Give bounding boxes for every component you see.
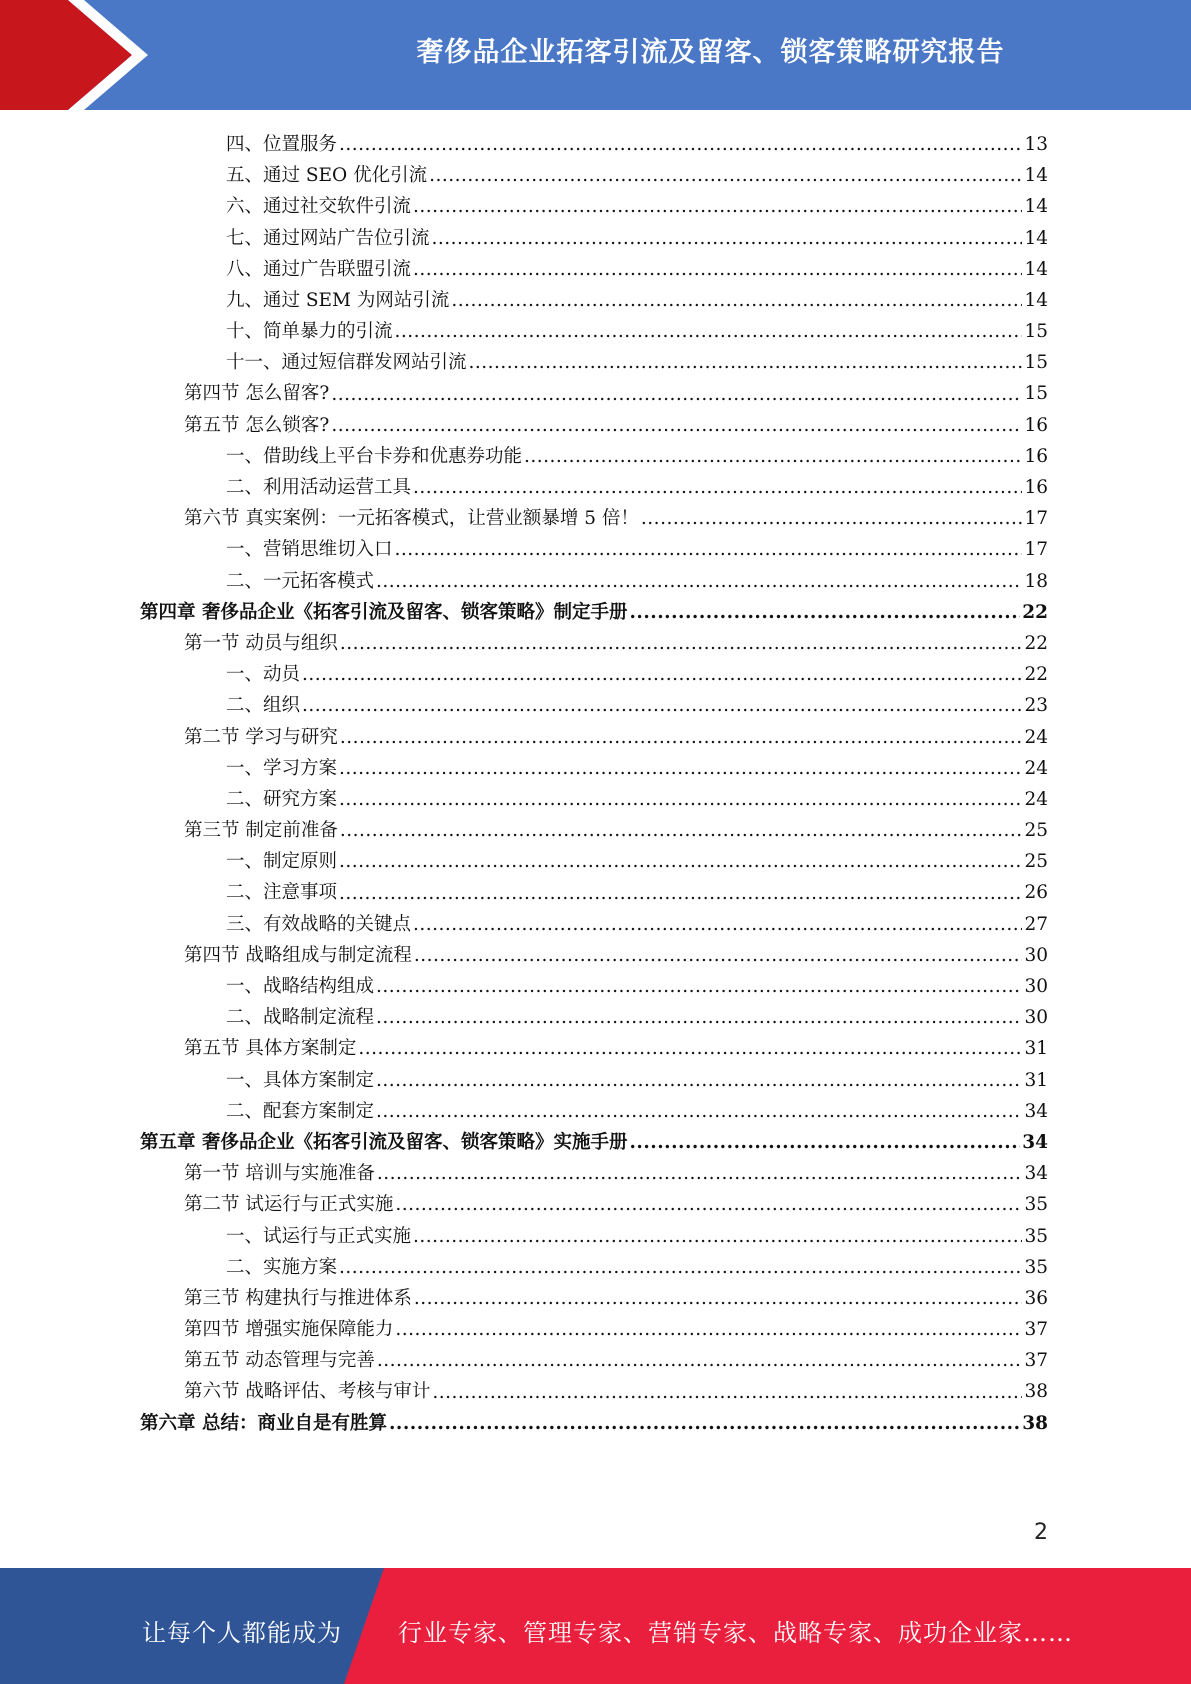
toc-entry-page: 34	[1024, 1163, 1048, 1185]
toc-entry-page: 35	[1024, 1225, 1048, 1247]
toc-entry-page: 24	[1024, 726, 1048, 748]
toc-entry[interactable]	[140, 223, 1048, 254]
toc-entry-page: 25	[1024, 851, 1048, 873]
toc-entry[interactable]	[140, 254, 1048, 285]
toc-entry[interactable]	[140, 753, 1048, 784]
toc-entry-title: 第四节 战略组成与制定流程	[184, 944, 412, 966]
toc-entry-page: 38	[1024, 1381, 1048, 1403]
toc-entry[interactable]	[140, 160, 1048, 191]
toc-entry-page: 30	[1024, 976, 1048, 998]
toc-entry-page: 35	[1024, 1256, 1048, 1278]
toc-entry-title: 二、配套方案制定	[226, 1100, 375, 1122]
toc-entry[interactable]	[140, 316, 1048, 347]
toc-entry[interactable]	[140, 1065, 1048, 1096]
toc-entry-title: 二、一元拓客模式	[226, 570, 375, 592]
toc-entry-title: 一、动员	[226, 664, 301, 686]
toc-dot-leader	[469, 347, 1023, 378]
toc-entry-title: 第六节 真实案例：一元拓客模式，让营业额暴增 5 倍！	[184, 508, 639, 530]
toc-entry[interactable]	[140, 628, 1048, 659]
toc-entry-title: 第五节 怎么锁客?	[184, 414, 330, 436]
toc-dot-leader	[339, 846, 1022, 877]
toc-entry-title: 二、实施方案	[226, 1256, 338, 1278]
toc-dot-leader	[395, 316, 1023, 347]
toc-entry-page: 14	[1024, 289, 1048, 311]
toc-entry[interactable]	[140, 784, 1048, 815]
toc-entry-title: 七、通过网站广告位引流	[226, 227, 430, 249]
toc-entry-page: 22	[1024, 632, 1048, 654]
toc-entry[interactable]	[140, 659, 1048, 690]
toc-entry[interactable]	[140, 909, 1048, 940]
toc-dot-leader	[389, 1408, 1020, 1439]
toc-entry-title: 第一节 动员与组织	[184, 632, 338, 654]
toc-dot-leader	[629, 597, 1020, 628]
toc-dot-leader	[377, 1345, 1023, 1376]
toc-entry-title: 一、学习方案	[226, 757, 338, 779]
toc-entry-page: 37	[1024, 1319, 1048, 1341]
toc-dot-leader	[432, 1377, 1022, 1408]
toc-entry[interactable]	[140, 1127, 1048, 1158]
toc-entry-title: 五、通过 SEO 优化引流	[226, 165, 428, 187]
toc-dot-leader	[413, 191, 1022, 222]
toc-entry[interactable]	[140, 940, 1048, 971]
header-flag-decoration	[0, 0, 160, 110]
toc-entry-page: 34	[1022, 1131, 1048, 1153]
toc-entry-page: 15	[1024, 352, 1048, 374]
toc-entry-page: 16	[1024, 414, 1048, 436]
toc-dot-leader	[413, 254, 1022, 285]
toc-entry[interactable]	[140, 191, 1048, 222]
toc-entry-title: 第四节 怎么留客?	[184, 383, 330, 405]
toc-entry-page: 14	[1024, 196, 1048, 218]
toc-entry[interactable]	[140, 1189, 1048, 1220]
toc-entry-page: 38	[1022, 1412, 1048, 1434]
toc-entry-title: 第五节 具体方案制定	[184, 1038, 357, 1060]
toc-dot-leader	[377, 1158, 1023, 1189]
toc-entry-title: 一、试运行与正式实施	[226, 1225, 412, 1247]
toc-dot-leader	[302, 659, 1022, 690]
toc-entry-page: 14	[1024, 258, 1048, 280]
toc-entry[interactable]	[140, 347, 1048, 378]
toc-entry[interactable]	[140, 1283, 1048, 1314]
toc-entry[interactable]	[140, 1314, 1048, 1345]
toc-entry-page: 22	[1022, 601, 1048, 623]
table-of-contents	[140, 129, 1048, 1439]
toc-entry-title: 第一节 培训与实施准备	[184, 1163, 375, 1185]
toc-entry-page: 23	[1024, 695, 1048, 717]
toc-entry-title: 九、通过 SEM 为网站引流	[226, 289, 450, 311]
toc-entry[interactable]	[140, 1033, 1048, 1064]
toc-dot-leader	[414, 940, 1023, 971]
toc-dot-leader	[376, 1096, 1022, 1127]
toc-entry-title: 六、通过社交软件引流	[226, 196, 412, 218]
toc-dot-leader	[376, 1065, 1022, 1096]
toc-entry[interactable]	[140, 503, 1048, 534]
toc-entry[interactable]	[140, 846, 1048, 877]
toc-dot-leader	[524, 441, 1022, 472]
toc-entry[interactable]	[140, 566, 1048, 597]
toc-entry-title: 一、制定原则	[226, 851, 338, 873]
toc-entry-title: 二、研究方案	[226, 788, 338, 810]
toc-entry-page: 26	[1024, 882, 1048, 904]
toc-entry-title: 三、有效战略的关键点	[226, 913, 412, 935]
toc-entry-title: 一、借助线上平台卡券和优惠券功能	[226, 445, 523, 467]
toc-dot-leader	[331, 410, 1022, 441]
toc-entry-page: 15	[1024, 383, 1048, 405]
toc-entry-title: 二、组织	[226, 695, 301, 717]
toc-dot-leader	[629, 1127, 1020, 1158]
toc-entry-title: 八、通过广告联盟引流	[226, 258, 412, 280]
toc-dot-leader	[339, 1252, 1022, 1283]
toc-dot-leader	[414, 1283, 1023, 1314]
toc-entry-title: 第二节 学习与研究	[184, 726, 338, 748]
toc-entry[interactable]	[140, 971, 1048, 1002]
toc-entry[interactable]	[140, 690, 1048, 721]
toc-entry[interactable]	[140, 1377, 1048, 1408]
toc-dot-leader	[302, 690, 1022, 721]
toc-dot-leader	[331, 379, 1022, 410]
footer-slogan-left: 让每个人都能成为	[142, 1619, 342, 1647]
page-number: 2	[1034, 1520, 1048, 1545]
page-header	[0, 0, 1191, 110]
toc-dot-leader	[395, 1314, 1022, 1345]
toc-entry[interactable]	[140, 1345, 1048, 1376]
toc-entry-title: 第二节 试运行与正式实施	[184, 1194, 394, 1216]
report-title: 奢侈品企业拓客引流及留客、锁客策略研究报告	[416, 37, 1005, 68]
toc-entry-page: 14	[1024, 165, 1048, 187]
toc-entry-page: 31	[1024, 1038, 1048, 1060]
toc-entry-page: 30	[1024, 1007, 1048, 1029]
toc-dot-leader	[358, 1033, 1022, 1064]
toc-dot-leader	[413, 1221, 1022, 1252]
toc-entry-title: 第六章 总结：商业自是有胜算	[140, 1412, 387, 1434]
toc-entry[interactable]	[140, 1002, 1048, 1033]
toc-dot-leader	[376, 1002, 1022, 1033]
toc-entry-page: 17	[1024, 539, 1048, 561]
toc-dot-leader	[641, 503, 1023, 534]
toc-dot-leader	[432, 223, 1023, 254]
toc-entry-title: 二、利用活动运营工具	[226, 477, 412, 499]
toc-dot-leader	[339, 878, 1022, 909]
toc-entry-page: 13	[1024, 133, 1048, 155]
toc-entry-page: 37	[1024, 1350, 1048, 1372]
toc-dot-leader	[429, 160, 1022, 191]
toc-dot-leader	[395, 534, 1023, 565]
toc-entry[interactable]	[140, 1221, 1048, 1252]
toc-entry[interactable]	[140, 1096, 1048, 1127]
toc-entry-page: 18	[1024, 570, 1048, 592]
toc-entry-title: 十一、通过短信群发网站引流	[226, 352, 467, 374]
toc-entry[interactable]	[140, 1408, 1048, 1439]
toc-dot-leader	[413, 909, 1022, 940]
toc-entry-title: 二、注意事项	[226, 882, 338, 904]
toc-dot-leader	[339, 129, 1022, 160]
toc-dot-leader	[339, 784, 1022, 815]
toc-dot-leader	[376, 566, 1022, 597]
toc-entry-title: 二、战略制定流程	[226, 1007, 375, 1029]
toc-entry[interactable]	[140, 410, 1048, 441]
toc-entry-page: 24	[1024, 757, 1048, 779]
toc-entry[interactable]	[140, 1252, 1048, 1283]
toc-dot-leader	[340, 628, 1023, 659]
toc-entry[interactable]	[140, 1158, 1048, 1189]
toc-entry-page: 27	[1024, 913, 1048, 935]
toc-entry-page: 35	[1024, 1194, 1048, 1216]
toc-entry-page: 15	[1024, 321, 1048, 343]
toc-entry-title: 第三节 构建执行与推进体系	[184, 1287, 412, 1309]
toc-entry[interactable]	[140, 379, 1048, 410]
toc-entry[interactable]	[140, 878, 1048, 909]
toc-entry-title: 第六节 战略评估、考核与审计	[184, 1381, 431, 1403]
toc-entry-page: 16	[1024, 445, 1048, 467]
toc-entry[interactable]	[140, 441, 1048, 472]
toc-dot-leader	[395, 1189, 1022, 1220]
toc-entry[interactable]	[140, 815, 1048, 846]
footer-slogan-right: 行业专家、管理专家、营销专家、战略专家、成功企业家……	[398, 1619, 1073, 1647]
toc-entry[interactable]	[140, 534, 1048, 565]
toc-dot-leader	[340, 815, 1023, 846]
toc-entry-title: 第四章 奢侈品企业《拓客引流及留客、锁客策略》制定手册	[140, 601, 628, 623]
toc-dot-leader	[376, 971, 1022, 1002]
toc-entry-page: 30	[1024, 944, 1048, 966]
toc-entry-page: 34	[1024, 1100, 1048, 1122]
toc-entry-title: 第五章 奢侈品企业《拓客引流及留客、锁客策略》实施手册	[140, 1131, 628, 1153]
toc-entry-page: 31	[1024, 1069, 1048, 1091]
toc-entry-title: 一、具体方案制定	[226, 1069, 375, 1091]
toc-entry-title: 四、位置服务	[226, 133, 338, 155]
toc-entry[interactable]	[140, 472, 1048, 503]
toc-dot-leader	[339, 753, 1022, 784]
toc-entry-title: 一、营销思维切入口	[226, 539, 393, 561]
toc-entry-title: 十、简单暴力的引流	[226, 321, 393, 343]
toc-entry[interactable]	[140, 597, 1048, 628]
toc-entry-title: 第五节 动态管理与完善	[184, 1350, 375, 1372]
toc-dot-leader	[340, 722, 1023, 753]
toc-entry-title: 第三节 制定前准备	[184, 820, 338, 842]
toc-entry[interactable]	[140, 722, 1048, 753]
toc-entry-page: 25	[1024, 820, 1048, 842]
toc-dot-leader	[451, 285, 1022, 316]
toc-entry-page: 17	[1024, 508, 1048, 530]
toc-entry-page: 22	[1024, 664, 1048, 686]
toc-entry-page: 16	[1024, 477, 1048, 499]
toc-dot-leader	[413, 472, 1022, 503]
toc-entry-page: 24	[1024, 788, 1048, 810]
toc-entry[interactable]	[140, 129, 1048, 160]
page-footer	[0, 1568, 1191, 1684]
toc-entry-title: 第四节 增强实施保障能力	[184, 1319, 394, 1341]
toc-entry-title: 一、战略结构组成	[226, 976, 375, 998]
toc-entry-page: 36	[1024, 1287, 1048, 1309]
toc-entry-page: 14	[1024, 227, 1048, 249]
toc-entry[interactable]	[140, 285, 1048, 316]
